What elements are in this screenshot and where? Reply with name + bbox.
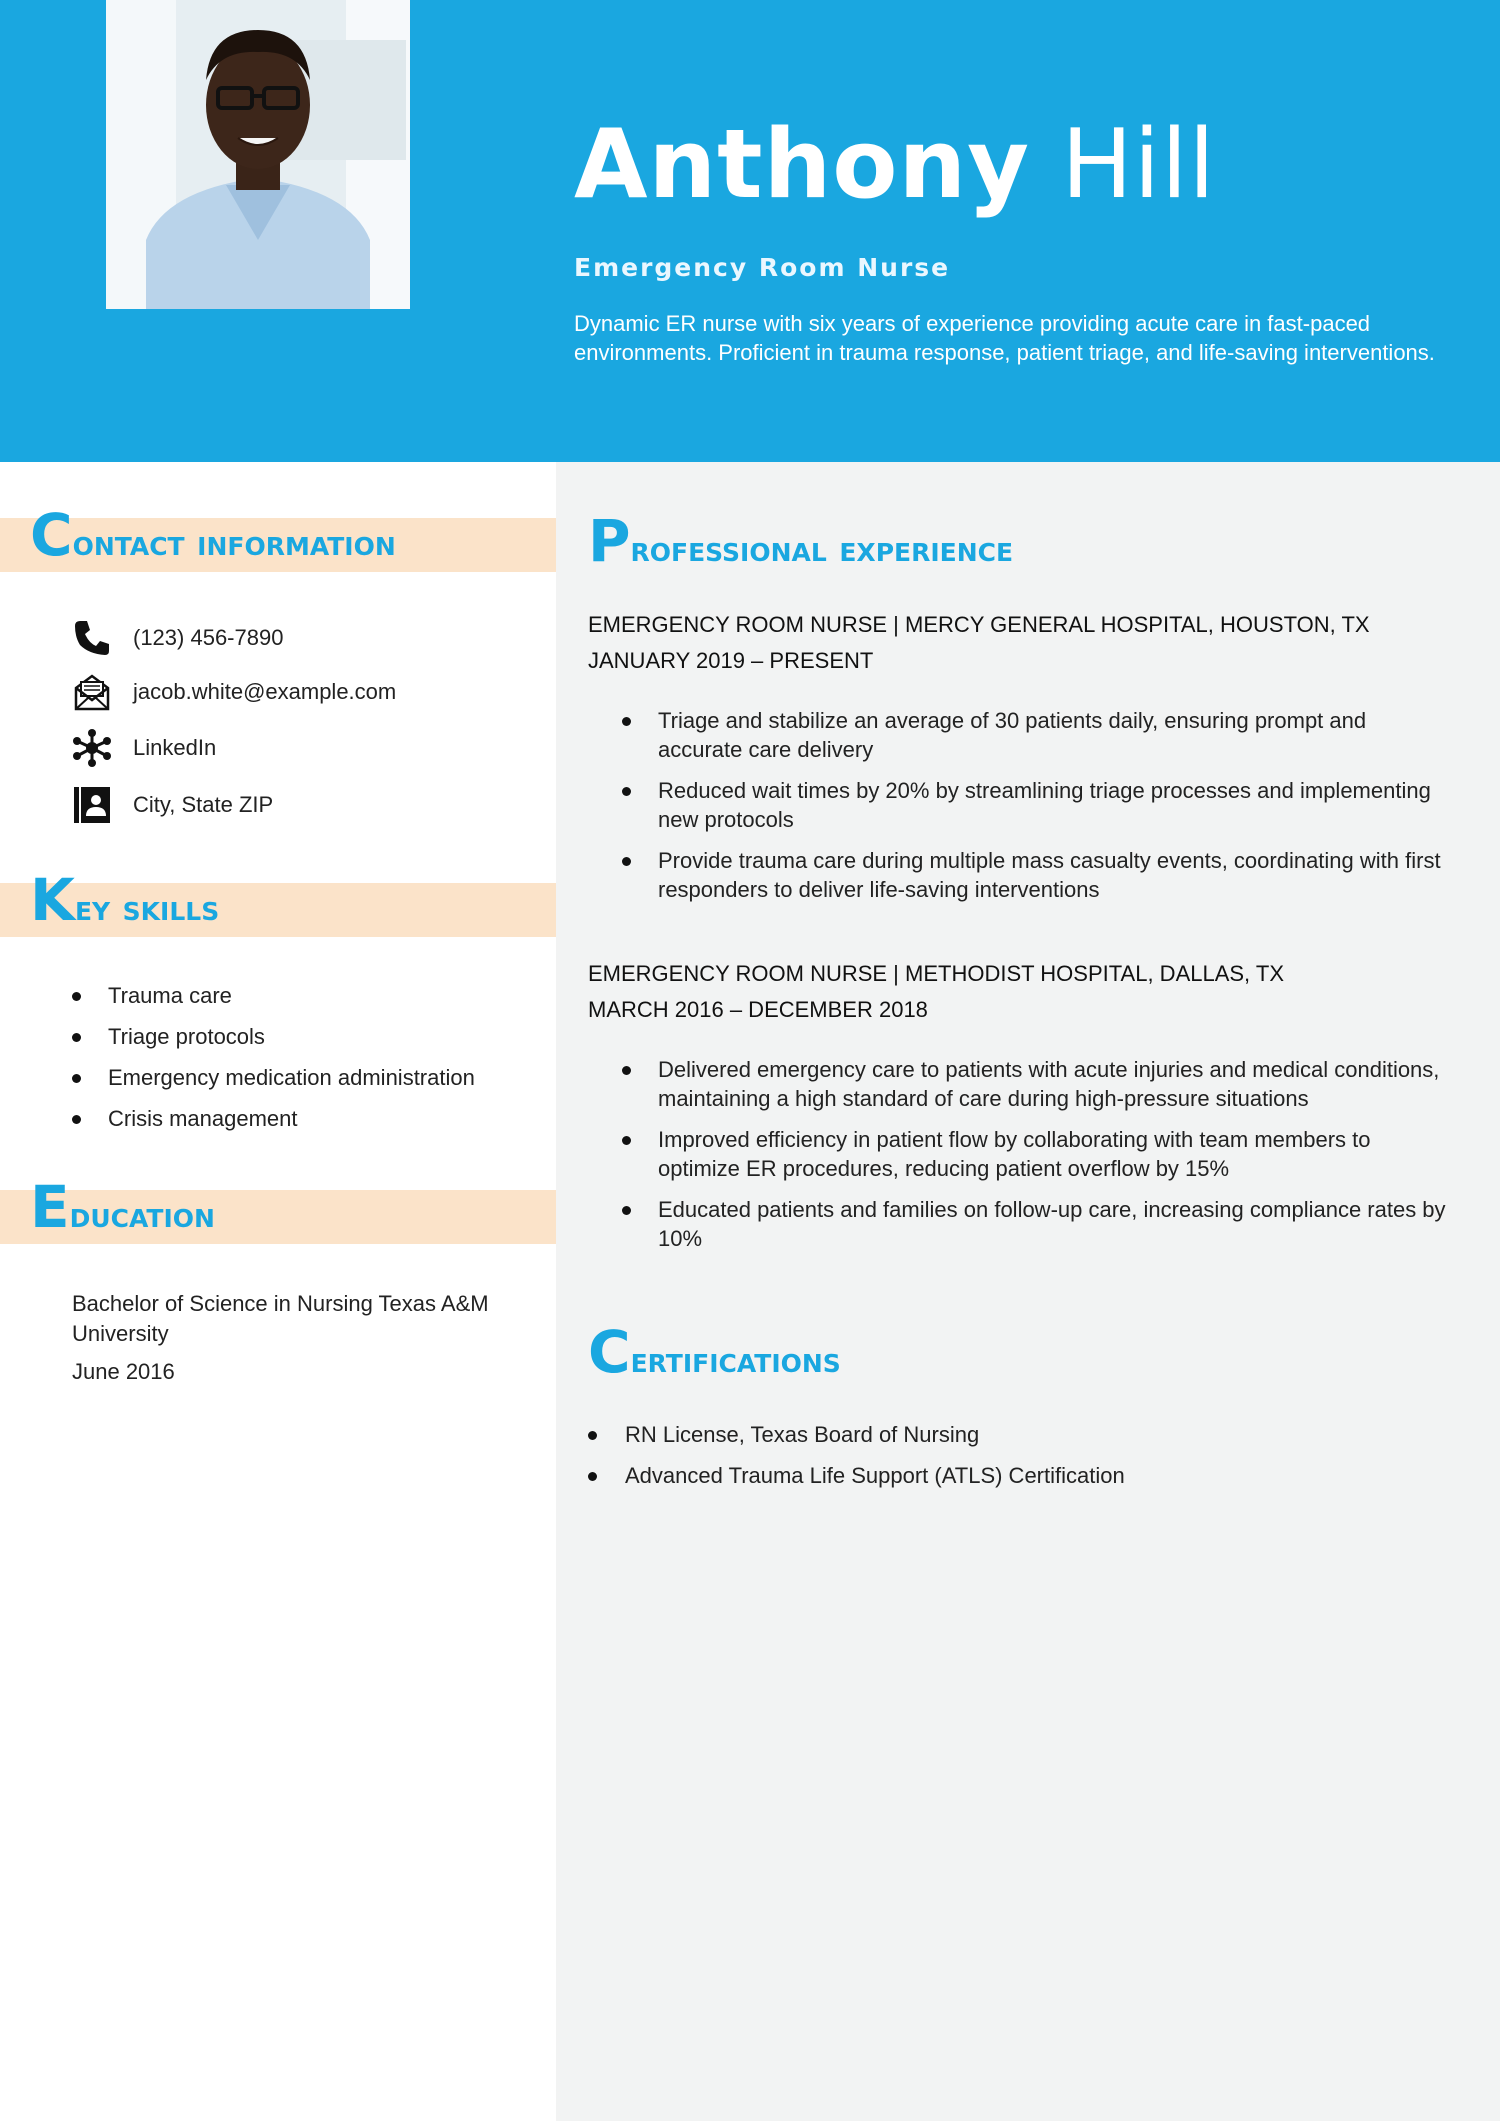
skills-heading: Key skills xyxy=(30,866,220,934)
experience-heading: Professional experience xyxy=(588,507,1014,575)
job-2-bullets xyxy=(588,1055,1448,1265)
list-item: Triage protocols xyxy=(70,1022,475,1051)
last-name: Hill xyxy=(1061,110,1216,220)
list-item: Emergency medication administration xyxy=(70,1063,475,1092)
certifications-heading: Certifications xyxy=(588,1318,841,1386)
education-heading: Education xyxy=(30,1173,215,1241)
skills-list xyxy=(70,981,475,1145)
job-1-bullets xyxy=(588,706,1448,916)
contact-phone xyxy=(70,618,283,658)
address-book-icon xyxy=(70,785,114,825)
list-item: Provide trauma care during multiple mass casualty events, coordinating with first responders to deliver life-saving interventions xyxy=(588,846,1448,904)
list-item: RN License, Texas Board of Nursing xyxy=(588,1420,1125,1449)
address-text: City, State ZIP xyxy=(133,792,274,817)
candidate-name xyxy=(574,110,1216,220)
first-name: Anthony xyxy=(574,110,1031,220)
professional-summary: Dynamic ER nurse with six years of experience providing acute care in fast-paced environments. Proficient in trauma response, patient triage, and life-saving interventions. xyxy=(574,311,1435,365)
list-item: Delivered emergency care to patients with acute injuries and medical conditions, maintaining a high standard of care during high-pressure situations xyxy=(588,1055,1448,1113)
job-1-title: EMERGENCY ROOM NURSE | MERCY GENERAL HOSPITAL, HOUSTON, TX xyxy=(588,612,1370,637)
list-item: Improved efficiency in patient flow by collaborating with team members to optimize ER procedures, reducing patient overflow by 15% xyxy=(588,1125,1448,1183)
list-item: Advanced Trauma Life Support (ATLS) Certification xyxy=(588,1461,1125,1490)
certifications-list xyxy=(588,1420,1125,1502)
job-2-dates: MARCH 2016 – DECEMBER 2018 xyxy=(588,997,928,1022)
education-date: June 2016 xyxy=(72,1359,175,1384)
list-item: Triage and stabilize an average of 30 patients daily, ensuring prompt and accurate care delivery xyxy=(588,706,1448,764)
email-icon xyxy=(70,672,114,712)
contact-email xyxy=(70,672,396,712)
phone-number: (123) 456-7890 xyxy=(133,625,284,650)
contact-address xyxy=(70,785,273,825)
contact-linkedin xyxy=(70,728,216,768)
header-banner xyxy=(0,0,1500,462)
linkedin-link[interactable]: LinkedIn xyxy=(133,735,217,760)
job-1-dates: JANUARY 2019 – PRESENT xyxy=(588,648,874,673)
list-item: Reduced wait times by 20% by streamlining triage processes and implementing new protocols xyxy=(588,776,1448,834)
list-item: Crisis management xyxy=(70,1104,475,1133)
list-item: Educated patients and families on follow-up care, increasing compliance rates by 10% xyxy=(588,1195,1448,1253)
profile-photo xyxy=(106,0,410,309)
contact-heading: Contact information xyxy=(30,501,396,569)
job-title: Emergency Room Nurse xyxy=(574,253,951,282)
email-address[interactable]: jacob.white@example.com xyxy=(133,679,397,704)
linkedin-network-icon xyxy=(70,728,114,768)
list-item: Trauma care xyxy=(70,981,475,1010)
job-2-title: EMERGENCY ROOM NURSE | METHODIST HOSPITAL, DALLAS, TX xyxy=(588,961,1284,986)
phone-icon xyxy=(70,618,114,658)
education-degree: Bachelor of Science in Nursing Texas A&M University xyxy=(72,1291,489,1346)
